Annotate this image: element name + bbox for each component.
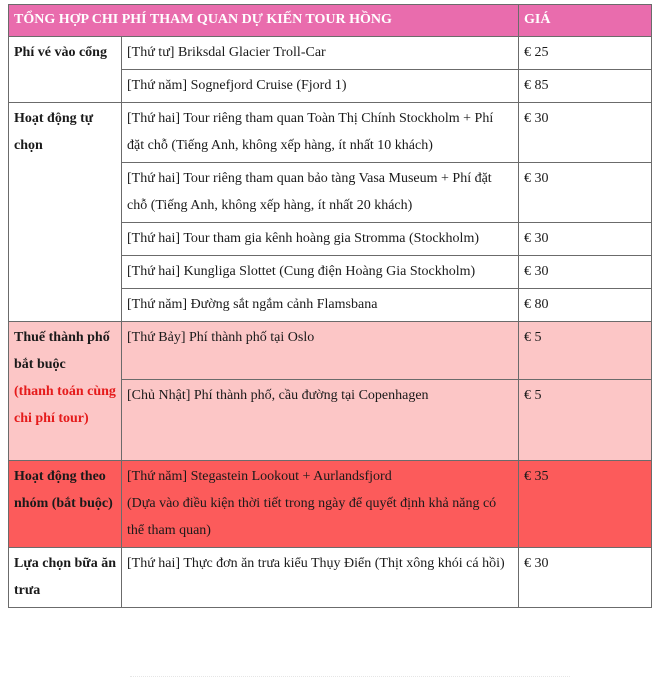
price-cell: € 5 (519, 322, 652, 380)
category-cell (9, 322, 122, 461)
item-cell: [Thứ hai] Tour riêng tham quan bảo tàng Vasa Museum + Phí đặt chỗ (Tiếng Anh, không xếp hàng, ít nhất 20 khách) (122, 163, 519, 223)
item-cell (122, 461, 519, 548)
table-row (9, 103, 652, 163)
cut-off-next-row (130, 676, 570, 682)
price-cell: € 30 (519, 548, 652, 608)
category-label: Thuế thành phố bắt buộc (14, 330, 110, 372)
table-row (9, 37, 652, 70)
category-cell: Phí vé vào cổng (9, 37, 122, 103)
price-cell: € 35 (519, 461, 652, 548)
item-cell: [Thứ Bảy] Phí thành phố tại Oslo (122, 322, 519, 380)
price-cell: € 30 (519, 256, 652, 289)
table-header-row (9, 5, 652, 37)
table-title: TỔNG HỢP CHI PHÍ THAM QUAN DỰ KIẾN TOUR HỒNG (9, 5, 519, 37)
price-cell: € 80 (519, 289, 652, 322)
item-cell: [Thứ hai] Tour riêng tham quan Toàn Thị Chính Stockholm + Phí đặt chỗ (Tiếng Anh, không xếp hàng, ít nhất 10 khách) (122, 103, 519, 163)
price-cell: € 30 (519, 103, 652, 163)
item-cell: [Thứ tư] Briksdal Glacier Troll-Car (122, 37, 519, 70)
table-row (9, 461, 652, 548)
item-cell: [Thứ hai] Thực đơn ăn trưa kiểu Thụy Điển (Thịt xông khói cá hồi) (122, 548, 519, 608)
item-cell: [Thứ năm] Đường sắt ngắm cảnh Flamsbana (122, 289, 519, 322)
item-note: (Dựa vào điều kiện thời tiết trong ngày để quyết định khả năng có thể tham quan) (127, 496, 497, 538)
price-cell: € 30 (519, 223, 652, 256)
item-cell: [Thứ năm] Sognefjord Cruise (Fjord 1) (122, 70, 519, 103)
category-cell: Hoạt động theo nhóm (bắt buộc) (9, 461, 122, 548)
item-cell: [Thứ hai] Kungliga Slottet (Cung điện Hoàng Gia Stockholm) (122, 256, 519, 289)
item-cell: [Thứ hai] Tour tham gia kênh hoàng gia Stromma (Stockholm) (122, 223, 519, 256)
price-cell: € 85 (519, 70, 652, 103)
item-cell: [Chủ Nhật] Phí thành phố, cầu đường tại Copenhagen (122, 380, 519, 461)
table-row (9, 322, 652, 380)
category-note: (thanh toán cùng chi phí tour) (14, 384, 116, 426)
price-cell: € 25 (519, 37, 652, 70)
price-cell: € 30 (519, 163, 652, 223)
price-column-header: GIÁ (519, 5, 652, 37)
category-cell: Hoạt động tự chọn (9, 103, 122, 322)
category-cell: Lựa chọn bữa ăn trưa (9, 548, 122, 608)
item-label: [Thứ năm] Stegastein Lookout + Aurlandsfjord (127, 469, 392, 484)
price-cell: € 5 (519, 380, 652, 461)
tour-cost-table (8, 4, 652, 608)
table-row (9, 548, 652, 608)
